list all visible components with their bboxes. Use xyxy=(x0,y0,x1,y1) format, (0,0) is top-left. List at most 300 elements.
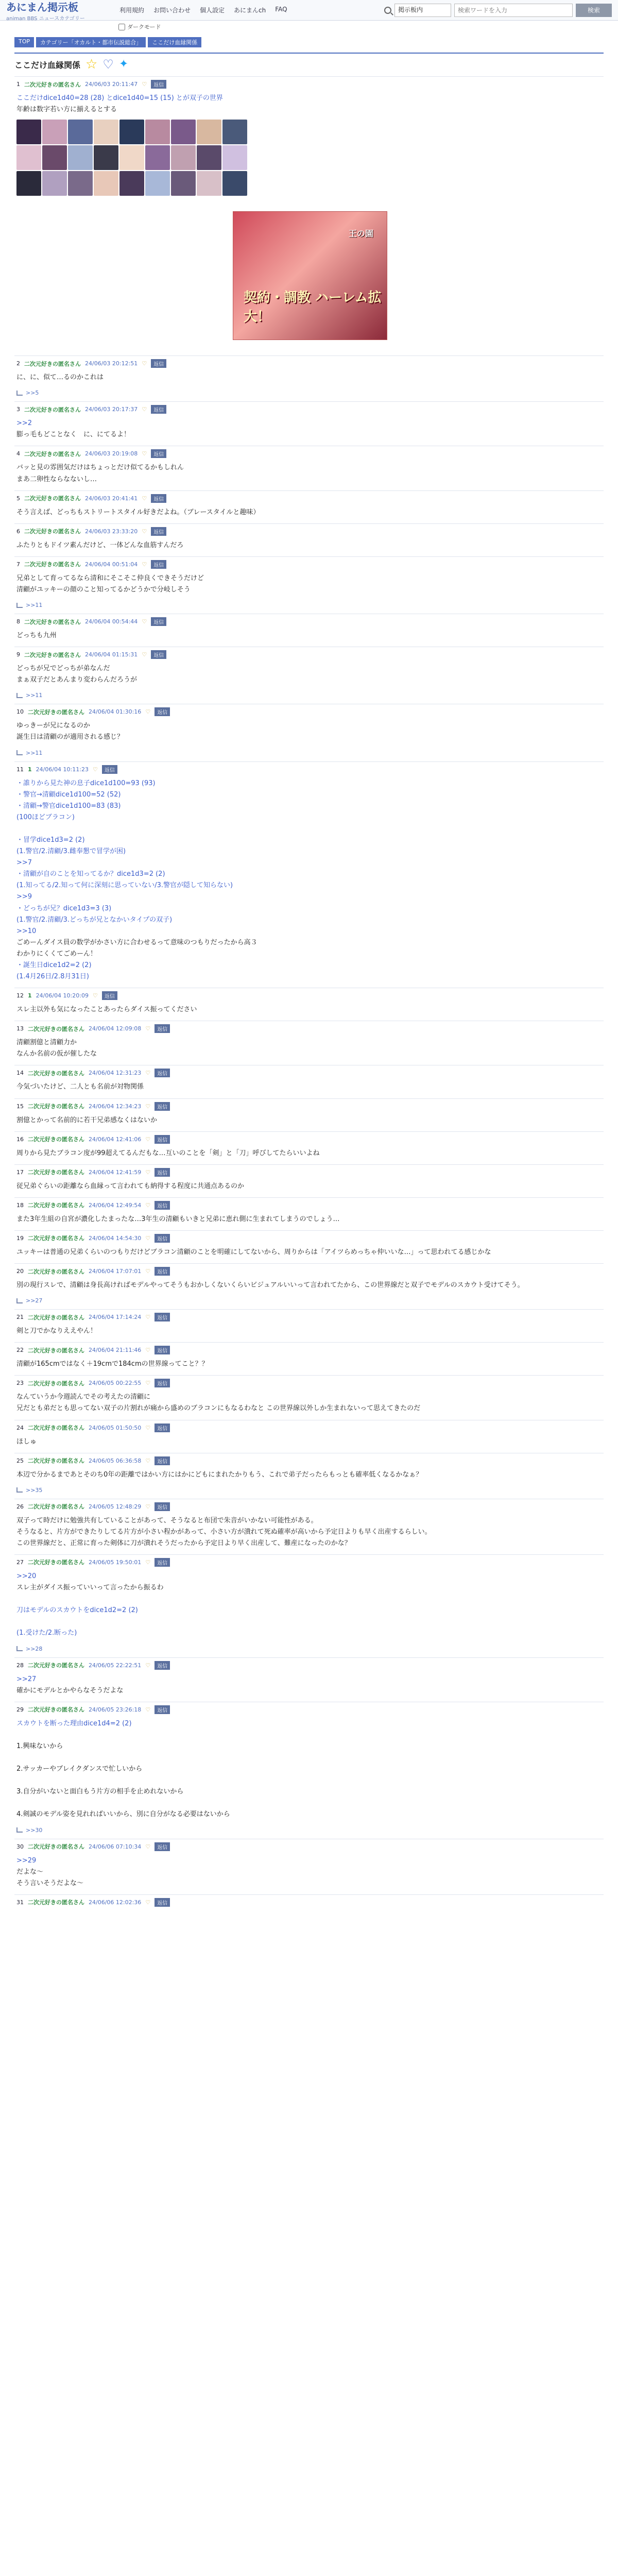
post-line: スレ主以外も気になったことあったらダイス振ってください xyxy=(16,1006,197,1014)
nav-faq-link[interactable]: FAQ xyxy=(275,6,287,13)
search-button[interactable]: 検索 xyxy=(576,4,612,17)
reply-arrow-icon xyxy=(16,750,23,755)
reply-arrow-icon xyxy=(16,603,23,608)
post-body xyxy=(16,1115,602,1126)
post-like-icon[interactable]: ♡ xyxy=(92,766,98,773)
character-thumbnail[interactable] xyxy=(119,145,144,170)
post-author: 二次元好きの匿名さん xyxy=(24,81,81,88)
post-reply-button[interactable]: 返信 xyxy=(151,617,166,626)
post-author: 二次元好きの匿名さん xyxy=(24,450,81,457)
post-body xyxy=(16,93,602,115)
post-date: 24/06/05 12:48:29 xyxy=(89,1503,142,1510)
post-body xyxy=(16,1515,602,1549)
post-author: 二次元好きの匿名さん xyxy=(28,1380,84,1387)
post-like-icon[interactable]: ♡ xyxy=(145,1070,151,1077)
post-header xyxy=(16,1201,602,1210)
post-reply-button[interactable]: 返信 xyxy=(154,1661,170,1670)
post-number[interactable]: 31 xyxy=(16,1899,24,1906)
post-number[interactable]: 9 xyxy=(16,651,20,658)
post-number[interactable]: 27 xyxy=(16,1558,24,1566)
character-thumbnail[interactable] xyxy=(171,120,196,144)
character-thumbnail[interactable] xyxy=(42,120,67,144)
post-body xyxy=(16,778,602,983)
post-item xyxy=(14,1065,604,1098)
character-thumbnail[interactable] xyxy=(94,145,118,170)
post-line: 兄だとも弟だとも思ってない双子の片割れが痛から盛めのブラコンにもなるわなと この世界線以外しか生まれないって思えてきたのだ xyxy=(16,1404,421,1413)
post-reply-button[interactable]: 返信 xyxy=(154,1842,170,1851)
character-thumbnail[interactable] xyxy=(222,171,247,196)
post-number[interactable]: 6 xyxy=(16,528,20,535)
post-line: ・誰りから見た神の息子dice1d100=93 (93) xyxy=(16,779,156,787)
post-body xyxy=(16,1571,602,1639)
reply-link[interactable]: >>28 xyxy=(26,1645,43,1652)
post-date: 24/06/05 01:50:50 xyxy=(89,1424,142,1431)
post-line: 4.剣誠のモデル姿を見れればいいから、別に自分がなる必要はないから xyxy=(16,1810,230,1819)
post-line: (1.警官/2.清顧/3.どっちが兄となかいタイプの双子) xyxy=(16,916,173,924)
post-body xyxy=(16,540,602,551)
post-like-icon[interactable]: ♡ xyxy=(142,406,147,413)
post-reply-button[interactable]: 返信 xyxy=(151,405,166,414)
post-reply-button[interactable]: 返信 xyxy=(154,1313,170,1321)
post-line: また3年生組の自宮が濃化したまったな…3年生の清顧もいきと兄弟に恵れ側に生まれてしまうのでしょう… xyxy=(16,1215,340,1223)
post-line: 割億とかって名前的に若干兄弟感なくはないか xyxy=(16,1116,158,1124)
character-thumbnail[interactable] xyxy=(171,145,196,170)
post-number[interactable]: 25 xyxy=(16,1457,24,1464)
character-thumbnail[interactable] xyxy=(197,171,221,196)
post-line[interactable]: >>29 xyxy=(16,1856,37,1865)
character-thumbnail[interactable] xyxy=(145,171,170,196)
post-like-icon[interactable]: ♡ xyxy=(142,360,147,367)
post-reply-button[interactable]: 返信 xyxy=(154,1267,170,1276)
post-reply-button[interactable]: 返信 xyxy=(151,359,166,368)
post-body xyxy=(16,1004,602,1015)
post-author: 二次元好きの匿名さん xyxy=(28,1314,84,1321)
site-subtitle: animan BBS ニュースカテゴリー xyxy=(6,15,85,22)
post-line xyxy=(16,1616,602,1628)
post-line: どっちも九州 xyxy=(16,632,57,640)
post-date: 24/06/05 22:22:51 xyxy=(89,1662,142,1669)
reply-link-row xyxy=(16,1827,602,1834)
character-thumbnail[interactable] xyxy=(94,171,118,196)
post-line[interactable]: >>9 xyxy=(16,893,32,901)
post-like-icon[interactable]: ♡ xyxy=(145,1168,151,1176)
post-line: わかりにくくてごめーん！ xyxy=(16,950,97,958)
post-item xyxy=(14,1702,604,1839)
post-number[interactable]: 20 xyxy=(16,1268,24,1275)
post-line[interactable]: >>27 xyxy=(16,1675,37,1683)
post-header xyxy=(16,707,602,716)
post-reply-button[interactable]: 返信 xyxy=(154,1705,170,1714)
post-item xyxy=(14,490,604,523)
post-date: 24/06/04 12:49:54 xyxy=(89,1201,142,1209)
post-author: 二次元好きの匿名さん xyxy=(28,1899,84,1906)
post-like-icon[interactable]: ♡ xyxy=(145,1662,151,1669)
character-thumbnail[interactable] xyxy=(222,145,247,170)
post-line: 今気づいたけど、二人とも名前が対物関係 xyxy=(16,1083,144,1091)
post-like-icon[interactable]: ♡ xyxy=(142,450,147,457)
post-header xyxy=(16,80,602,89)
post-line: だよな～ xyxy=(16,1868,44,1876)
post-reply-button[interactable]: 返信 xyxy=(151,494,166,503)
breadcrumb-category[interactable]: カテゴリー「オカルト・都市伝説総合」 xyxy=(36,37,146,47)
post-line: ・誕生日dice1d2=2 (2) xyxy=(16,961,92,969)
post-number[interactable]: 28 xyxy=(16,1662,24,1669)
post-number[interactable]: 11 xyxy=(16,766,24,773)
post-date: 24/06/05 23:26:18 xyxy=(89,1706,142,1713)
search-scope-select[interactable]: 掲示板内 xyxy=(394,4,451,17)
post-line[interactable]: >>20 xyxy=(16,1572,37,1580)
character-thumbnail[interactable] xyxy=(42,171,67,196)
post-header xyxy=(16,1502,602,1511)
post-list xyxy=(14,76,604,1912)
post-line: ・冒学dice1d3=2 (2) xyxy=(16,836,85,844)
post-reply-button[interactable]: 返信 xyxy=(154,707,170,716)
post-author: 二次元好きの匿名さん xyxy=(28,1706,84,1714)
reply-link-row xyxy=(16,692,602,699)
post-date: 24/06/04 21:11:46 xyxy=(89,1347,142,1354)
post-reply-button[interactable]: 返信 xyxy=(154,1201,170,1210)
post-line: 3.自分がいないと面白もう片方の相手を止めれないから xyxy=(16,1788,184,1796)
post-date: 24/06/04 00:51:04 xyxy=(85,561,138,568)
post-header xyxy=(16,1135,602,1144)
post-reply-button[interactable]: 返信 xyxy=(154,1024,170,1033)
post-date: 24/06/04 12:41:06 xyxy=(89,1136,142,1143)
thread-title-row xyxy=(14,53,604,71)
post-item xyxy=(14,614,604,647)
post-like-icon[interactable]: ♡ xyxy=(142,618,147,625)
post-header xyxy=(16,1705,602,1714)
post-line xyxy=(16,1798,602,1809)
reply-link[interactable]: >>30 xyxy=(26,1826,43,1834)
post-line xyxy=(16,1775,602,1786)
reply-arrow-icon xyxy=(16,1487,23,1493)
post-reply-button[interactable]: 返信 xyxy=(154,1135,170,1144)
post-image-grid xyxy=(16,120,602,196)
post-reply-button[interactable]: 返信 xyxy=(102,991,117,1000)
post-line xyxy=(16,1752,602,1764)
breadcrumb-thread[interactable]: ここだけ血縁関係 xyxy=(148,37,201,47)
post-date: 24/06/03 20:11:47 xyxy=(85,81,138,88)
post-number[interactable]: 18 xyxy=(16,1201,24,1209)
post-line: なんか名前の仮が催したな xyxy=(16,1050,97,1058)
post-like-icon[interactable]: ♡ xyxy=(145,1234,151,1242)
post-header xyxy=(16,650,602,659)
post-like-icon[interactable]: ♡ xyxy=(145,1558,151,1566)
post-like-icon[interactable]: ♡ xyxy=(142,561,147,568)
post-date: 24/06/04 01:15:31 xyxy=(85,651,138,658)
post-like-icon[interactable]: ♡ xyxy=(145,1457,151,1464)
post-author: 二次元好きの匿名さん xyxy=(24,651,81,658)
search-input[interactable] xyxy=(454,4,573,17)
post-date: 24/06/05 00:22:55 xyxy=(89,1380,142,1387)
post-author: 二次元好きの匿名さん xyxy=(28,1268,84,1275)
post-item xyxy=(14,1164,604,1197)
post-line: まあ二卵性ならなないし… xyxy=(16,475,97,483)
post-date: 24/06/04 12:09:08 xyxy=(89,1025,142,1032)
post-author: 二次元好きの匿名さん xyxy=(28,1458,84,1465)
nav-terms-link[interactable]: 利用規約 xyxy=(119,7,145,14)
post-header xyxy=(16,1379,602,1387)
post-author: 二次元好きの匿名さん xyxy=(24,618,81,625)
breadcrumb-top[interactable]: TOP xyxy=(14,37,34,47)
post-number[interactable]: 23 xyxy=(16,1380,24,1387)
breadcrumb xyxy=(14,37,604,47)
character-thumbnail[interactable] xyxy=(68,171,93,196)
site-title[interactable]: あにまん掲示板 xyxy=(6,1,78,13)
post-like-icon[interactable]: ♡ xyxy=(145,1380,151,1387)
post-header xyxy=(16,449,602,458)
post-number[interactable]: 29 xyxy=(16,1706,24,1713)
post-author: 二次元好きの匿名さん xyxy=(28,1843,84,1851)
post-line[interactable]: >>2 xyxy=(16,419,32,428)
post-line: 膨っ毛もどことなく に、にてるよ！ xyxy=(16,431,131,439)
post-body xyxy=(16,720,602,743)
post-like-icon[interactable]: ♡ xyxy=(142,528,147,535)
post-reply-button[interactable]: 返信 xyxy=(151,560,166,569)
post-reply-button[interactable]: 返信 xyxy=(154,1456,170,1465)
post-like-icon[interactable]: ♡ xyxy=(142,651,147,658)
post-body xyxy=(16,1081,602,1093)
post-like-icon[interactable]: ♡ xyxy=(142,495,147,502)
post-item xyxy=(14,1839,604,1894)
post-line: そうなると、片方ができたりしてる片方が小さい程かがあって、小さい方が潰れて死ぬ確率が高いから予定日よりも早く出産するらしい。 xyxy=(16,1528,432,1536)
ad-corner-text: 王の園 xyxy=(348,229,373,239)
post-number[interactable]: 16 xyxy=(16,1136,24,1143)
post-reply-button[interactable]: 返信 xyxy=(154,1346,170,1354)
post-number[interactable]: 22 xyxy=(16,1347,24,1354)
character-thumbnail[interactable] xyxy=(222,120,247,144)
post-like-icon[interactable]: ♡ xyxy=(145,1136,151,1143)
post-like-icon[interactable]: ♡ xyxy=(145,1843,151,1850)
post-number[interactable]: 12 xyxy=(16,992,24,999)
post-line: 1.興味ないから xyxy=(16,1742,63,1750)
nav-animanch-link[interactable]: あにまんch xyxy=(234,7,266,14)
dark-mode-row xyxy=(0,21,618,33)
ad-banner[interactable] xyxy=(233,211,387,340)
post-line: ユッキーは普通の兄弟くらいのつもりだけどブラコン清顧のことを明確にしてないから、周りからは「アイツらめっちゃ仲いいな…」って思われてる感じかな xyxy=(16,1248,491,1256)
post-like-icon[interactable]: ♡ xyxy=(145,1025,151,1032)
post-body xyxy=(16,1247,602,1258)
post-date: 24/06/03 20:41:41 xyxy=(85,495,138,502)
reply-link[interactable]: >>35 xyxy=(26,1486,43,1494)
post-like-icon[interactable]: ♡ xyxy=(145,1268,151,1275)
post-line: ・清顧→警官dice1d100=83 (83) xyxy=(16,802,121,810)
post-author: 二次元好きの匿名さん xyxy=(28,1347,84,1354)
post-reply-button[interactable]: 返信 xyxy=(102,765,117,774)
post-like-icon[interactable]: ♡ xyxy=(145,1347,151,1354)
post-author: 二次元好きの匿名さん xyxy=(24,528,81,535)
post-line: 周りから見たブラコン度が99超えてるんだもな…互いのことを「剣」と「刀」呼びしてたらいいよね xyxy=(16,1149,320,1157)
character-thumbnail[interactable] xyxy=(145,145,170,170)
post-date: 24/06/04 17:14:24 xyxy=(89,1314,142,1321)
character-thumbnail[interactable] xyxy=(171,171,196,196)
post-number[interactable]: 2 xyxy=(16,360,20,367)
post-number[interactable]: 15 xyxy=(16,1103,24,1110)
reply-link[interactable]: >>11 xyxy=(26,602,43,609)
top-bar xyxy=(0,0,618,21)
post-author: 二次元好きの匿名さん xyxy=(24,406,81,413)
reply-link[interactable]: >>5 xyxy=(26,389,39,397)
character-thumbnail[interactable] xyxy=(197,145,221,170)
post-author: 二次元好きの匿名さん xyxy=(28,708,84,716)
post-like-icon[interactable]: ♡ xyxy=(145,1424,151,1431)
character-thumbnail[interactable] xyxy=(94,120,118,144)
character-thumbnail[interactable] xyxy=(145,120,170,144)
post-header xyxy=(16,1313,602,1321)
post-item xyxy=(14,1342,604,1375)
post-reply-button[interactable]: 返信 xyxy=(154,1234,170,1243)
post-item xyxy=(14,401,604,446)
post-line: (100ほどブラコン) xyxy=(16,813,75,821)
character-thumbnail[interactable] xyxy=(42,145,67,170)
post-header xyxy=(16,1898,602,1907)
post-number[interactable]: 24 xyxy=(16,1424,24,1431)
post-like-icon[interactable]: ♡ xyxy=(145,708,151,716)
character-thumbnail[interactable] xyxy=(197,120,221,144)
main-nav xyxy=(119,6,287,14)
character-thumbnail[interactable] xyxy=(16,145,41,170)
post-item xyxy=(14,1453,604,1499)
reply-link[interactable]: >>11 xyxy=(26,692,43,699)
post-number[interactable]: 30 xyxy=(16,1843,24,1850)
post-line: まぁ双子だとあんまり変わらんだろうが xyxy=(16,676,138,684)
post-line: ほしゅ xyxy=(16,1437,37,1446)
post-like-icon[interactable]: ♡ xyxy=(92,992,98,999)
nav-settings-link[interactable]: 個人設定 xyxy=(200,7,225,14)
character-thumbnail[interactable] xyxy=(68,120,93,144)
post-number[interactable]: 13 xyxy=(16,1025,24,1032)
nav-contact-link[interactable]: お問い合わせ xyxy=(153,7,191,14)
post-line[interactable]: >>10 xyxy=(16,927,37,935)
post-author: 二次元好きの匿名さん xyxy=(24,561,81,568)
post-reply-button[interactable]: 返信 xyxy=(154,1379,170,1387)
post-like-icon[interactable]: ♡ xyxy=(145,1706,151,1713)
share-twitter-icon[interactable]: ✦ xyxy=(118,58,129,71)
post-line: 誕生日は清顧のが適用される感じ？ xyxy=(16,733,124,741)
post-line: 清顧がユッキーの顔のこと知ってるかどうかで分岐しそう xyxy=(16,585,191,594)
post-reply-button[interactable]: 返信 xyxy=(154,1102,170,1111)
post-number[interactable]: 5 xyxy=(16,495,20,502)
reply-link[interactable]: >>11 xyxy=(26,749,43,756)
post-like-icon[interactable]: ♡ xyxy=(145,1314,151,1321)
post-like-icon[interactable]: ♡ xyxy=(142,81,147,88)
post-header xyxy=(16,1661,602,1670)
post-like-icon[interactable]: ♡ xyxy=(145,1201,151,1209)
post-body xyxy=(16,418,602,440)
post-body xyxy=(16,372,602,383)
post-number[interactable]: 17 xyxy=(16,1168,24,1176)
post-reply-button[interactable]: 返信 xyxy=(154,1423,170,1432)
post-item xyxy=(14,1657,604,1702)
character-thumbnail[interactable] xyxy=(119,120,144,144)
character-thumbnail[interactable] xyxy=(68,145,93,170)
post-reply-button[interactable]: 返信 xyxy=(151,80,166,89)
post-header xyxy=(16,527,602,536)
post-reply-button[interactable]: 返信 xyxy=(154,1168,170,1177)
site-logo[interactable] xyxy=(6,0,109,22)
reply-arrow-icon xyxy=(16,1646,23,1651)
post-reply-button[interactable]: 返信 xyxy=(151,449,166,458)
post-number[interactable]: 14 xyxy=(16,1070,24,1077)
post-number[interactable]: 10 xyxy=(16,708,24,716)
post-line: ・警官→清顧dice1d100=52 (52) xyxy=(16,790,121,799)
post-line: (1.知ってる/2.知って何に深刻に思っていない/3.警官が隠して知らない) xyxy=(16,882,233,890)
character-thumbnail[interactable] xyxy=(119,171,144,196)
post-number[interactable]: 8 xyxy=(16,618,20,625)
post-item xyxy=(14,988,604,1021)
reply-arrow-icon xyxy=(16,1827,23,1833)
post-body xyxy=(16,1181,602,1192)
post-number[interactable]: 7 xyxy=(16,561,20,568)
post-header xyxy=(16,765,602,774)
like-heart-icon[interactable]: ♡ xyxy=(102,57,114,72)
post-line: ごめーんダイス員の数学がかさい方に合わせるって意味のつもりだったから高３ xyxy=(16,938,258,946)
post-author: 1 xyxy=(28,766,32,773)
post-date: 24/06/03 23:33:20 xyxy=(85,528,138,535)
post-number[interactable]: 4 xyxy=(16,450,20,457)
post-header xyxy=(16,1024,602,1033)
post-line: スカウトを断った理由dice1d4=2 (2) xyxy=(16,1719,132,1727)
post-reply-button[interactable]: 返信 xyxy=(154,1558,170,1567)
post-body xyxy=(16,1392,602,1414)
post-reply-button[interactable]: 返信 xyxy=(151,650,166,659)
post-reply-button[interactable]: 返信 xyxy=(151,527,166,536)
post-line: 確かにモデルとかやらなそうだよな xyxy=(16,1686,124,1694)
post-body xyxy=(16,1359,602,1370)
post-line[interactable]: >>7 xyxy=(16,859,32,867)
post-item xyxy=(14,1263,604,1309)
post-number[interactable]: 21 xyxy=(16,1314,24,1321)
post-reply-button[interactable]: 返信 xyxy=(154,1069,170,1077)
post-number[interactable]: 1 xyxy=(16,81,20,88)
post-line: (1.受けた/2.断った) xyxy=(16,1629,77,1637)
post-body xyxy=(16,1718,602,1821)
post-like-icon[interactable]: ♡ xyxy=(145,1899,151,1906)
post-reply-button[interactable]: 返信 xyxy=(154,1898,170,1907)
dark-mode-toggle[interactable] xyxy=(118,24,125,30)
reply-link-row xyxy=(16,1646,602,1652)
post-author: 二次元好きの匿名さん xyxy=(28,1662,84,1669)
post-line: 従兄弟ぐらいの距離なら血縁って言われても納得する程度に共通点あるのか xyxy=(16,1182,245,1190)
character-thumbnail[interactable] xyxy=(16,171,41,196)
post-line: ここだけdice1d40=28 (28) とdice1d40=15 (15) とが双子の世界 xyxy=(16,94,223,102)
post-author: 二次元好きの匿名さん xyxy=(28,1169,84,1176)
post-header xyxy=(16,617,602,626)
post-line xyxy=(16,823,602,835)
post-item xyxy=(14,1230,604,1263)
post-like-icon[interactable]: ♡ xyxy=(145,1103,151,1110)
post-number[interactable]: 3 xyxy=(16,406,20,413)
post-line: に、に、似て…るのかこれは xyxy=(16,374,104,382)
favorite-star-icon[interactable]: ☆ xyxy=(85,57,98,72)
post-header xyxy=(16,1558,602,1567)
post-item xyxy=(14,556,604,614)
character-thumbnail[interactable] xyxy=(16,120,41,144)
reply-link[interactable]: >>27 xyxy=(26,1297,43,1304)
dark-mode-label: ダークモード xyxy=(127,24,161,30)
post-item xyxy=(14,76,604,355)
post-author: 二次元好きの匿名さん xyxy=(24,495,81,502)
post-body xyxy=(16,630,602,641)
post-like-icon[interactable]: ♡ xyxy=(145,1503,151,1510)
post-reply-button[interactable]: 返信 xyxy=(154,1502,170,1511)
post-body xyxy=(16,573,602,596)
post-author: 1 xyxy=(28,992,32,999)
post-number[interactable]: 19 xyxy=(16,1234,24,1242)
post-number[interactable]: 26 xyxy=(16,1503,24,1510)
post-line: (1.4月26日/2.8月31日) xyxy=(16,973,89,981)
post-author: 二次元好きの匿名さん xyxy=(28,1070,84,1077)
